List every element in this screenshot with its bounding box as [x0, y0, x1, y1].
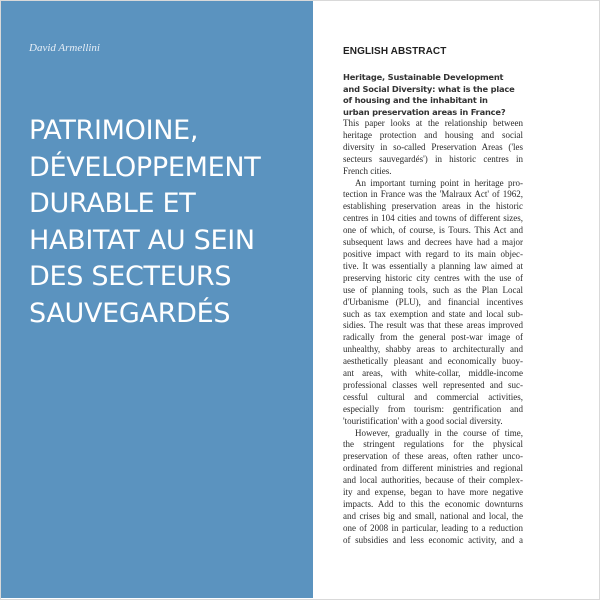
abstract-title [343, 72, 523, 118]
text-line: secteurs sauvegardés') in historic centres in [343, 153, 523, 164]
text-line: one of 2008 in particular, leading to a reduction [343, 522, 523, 533]
text-line: especially from tourism: gentrification and [343, 403, 523, 414]
text-line: An important turning point in heritage pro- [355, 177, 523, 188]
text-line: establishing preservation areas in the historic [343, 201, 523, 212]
text-line: and local authorities, because of their complex- [343, 475, 523, 486]
text-line: ity and expense, began to have more negative [343, 487, 523, 498]
text-line: cessful cultural and commercial activities, [343, 391, 523, 402]
title-line: SAUVEGARDÉS [29, 297, 231, 329]
text-line: aesthetically pleasant and economically buoy- [343, 356, 523, 367]
text-line: positive impact with regard to its main objec- [343, 248, 523, 259]
paragraph [343, 428, 523, 547]
abstract-column [343, 40, 523, 547]
text-line: use of planning tools, such as the Plan Local [343, 284, 523, 295]
text-line: This paper looks at the relationship between [343, 118, 523, 128]
abstract-body [343, 118, 523, 547]
title-line: PATRIMOINE, [29, 115, 199, 147]
text-line: radically from the general post-war image of [343, 332, 523, 343]
text-line: centres in 104 cities and towns of different sizes, [343, 213, 523, 224]
title-line: DURABLE ET [29, 188, 196, 220]
text-line: unhealthy, shabby areas to architecturally and [343, 344, 523, 355]
text-line: tection in France was the 'Malraux Act' of 1962, [343, 189, 523, 200]
text-line: heritage protection and housing and social [343, 129, 523, 140]
text-line: However, gradually in the course of time, [355, 427, 523, 438]
text-line: d'Urbanisme (PLU), and financial incentives [343, 296, 523, 307]
author-name: David Armellini [29, 42, 100, 54]
abstract-title-line: and Social Diversity: what is the place [343, 83, 515, 94]
abstract-title-line: urban preservation areas in France? [343, 106, 506, 117]
section-label: ENGLISH ABSTRACT [343, 46, 447, 57]
abstract-title-line: of housing and the inhabitant in [343, 95, 488, 105]
text-line: subsequent laws and decrees have had a major [343, 237, 523, 248]
text-line: diversity in so-called Preservation Areas ('les [343, 141, 523, 152]
text-line: one of which, of course, is Tours. This Act and [343, 225, 523, 236]
text-line: sidies. The result was that these areas improved [343, 320, 523, 331]
text-line: impacts. Add to this the economic downturns [343, 499, 523, 509]
text-line: professional classes well represented and suc- [343, 379, 523, 390]
article-title [29, 113, 309, 332]
text-line: tive. It was essentially a planning law aimed at [343, 260, 523, 271]
text-line: of subsidies and less economic activity, and a [343, 534, 523, 545]
title-line: DÉVELOPPEMENT [29, 151, 261, 183]
abstract-title-line: Heritage, Sustainable Development [343, 72, 504, 82]
text-line: such as tax exemption and state and local sub- [343, 308, 523, 319]
text-line: ant areas, with white-collar, middle-income [343, 368, 523, 379]
title-panel [1, 1, 313, 598]
title-line: HABITAT AU SEIN [29, 224, 255, 256]
paragraph [343, 178, 523, 428]
text-line: preserving historic city centres with the use of [343, 272, 523, 283]
text-line: the stringent regulations for the physical [343, 439, 523, 450]
text-line: 'touristification' with a good social diversity. [343, 415, 503, 426]
text-line: and crises big and small, national and local, the [343, 510, 523, 521]
paragraph [343, 118, 523, 178]
text-line: French cities. [343, 165, 392, 176]
text-line: ordinated from different ministries and regional [343, 463, 523, 474]
title-line: DES SECTEURS [29, 261, 232, 293]
text-line: preservation of these areas, often rather unco- [343, 451, 523, 462]
